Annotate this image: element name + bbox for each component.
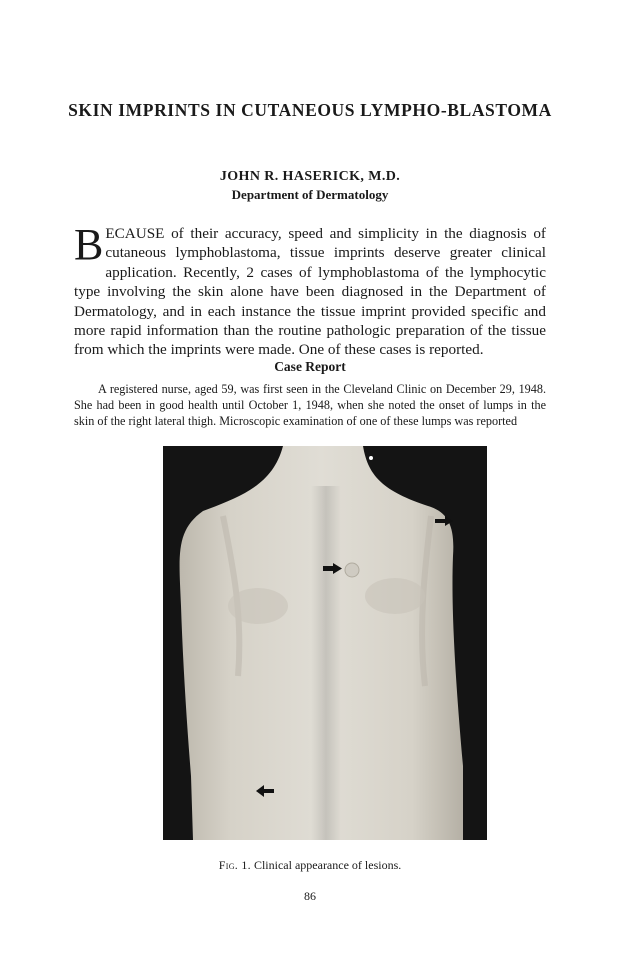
figure-label: Fig. 1. (218, 858, 251, 872)
clinical-photograph (163, 446, 487, 840)
lesion-nodule (345, 563, 359, 577)
case-report-paragraph: A registered nurse, aged 59, was first seen in the Cleveland Clinic on December 29, 1948. She had been in good health until October 1, 1948, when she noted the onset of lumps in the skin of the right lateral thigh. Microscopic examination of one of these lumps was reported (74, 382, 546, 429)
back-photo-illustration (163, 446, 487, 840)
page-number: 86 (304, 889, 316, 903)
left-scapula (228, 588, 288, 624)
section-heading-case-report: Case Report (274, 359, 346, 374)
right-scapula (365, 578, 425, 614)
author-department: Department of Dermatology (231, 187, 389, 202)
figure-caption (60, 857, 560, 873)
intro-paragraph (74, 220, 546, 360)
author-name: JOHN R. HASERICK, M.D. (219, 169, 401, 184)
article-title: SKIN IMPRINTS IN CUTANEOUS LYMPHO-BLASTOMA (68, 100, 552, 120)
marker-dot (369, 456, 373, 460)
drop-cap: B (74, 220, 104, 269)
intro-text: ECAUSE of their accuracy, speed and simplicity in the diagnosis of cutaneous lymphoblastoma, tissue imprints deserve greater clinical application. Recently, 2 cases of lymphoblastoma of the lymphocytic type involving the skin alone have been diagnosed in the Department of Dermatology, and in each instance the tissue imprint provided specific and more rapid information than the routine pathologic preparation of the tissue from which the imprints were made. One of these cases is reported. (74, 225, 546, 359)
spine-shading (311, 486, 341, 840)
figure-caption-text: Clinical appearance of lesions. (253, 858, 402, 872)
